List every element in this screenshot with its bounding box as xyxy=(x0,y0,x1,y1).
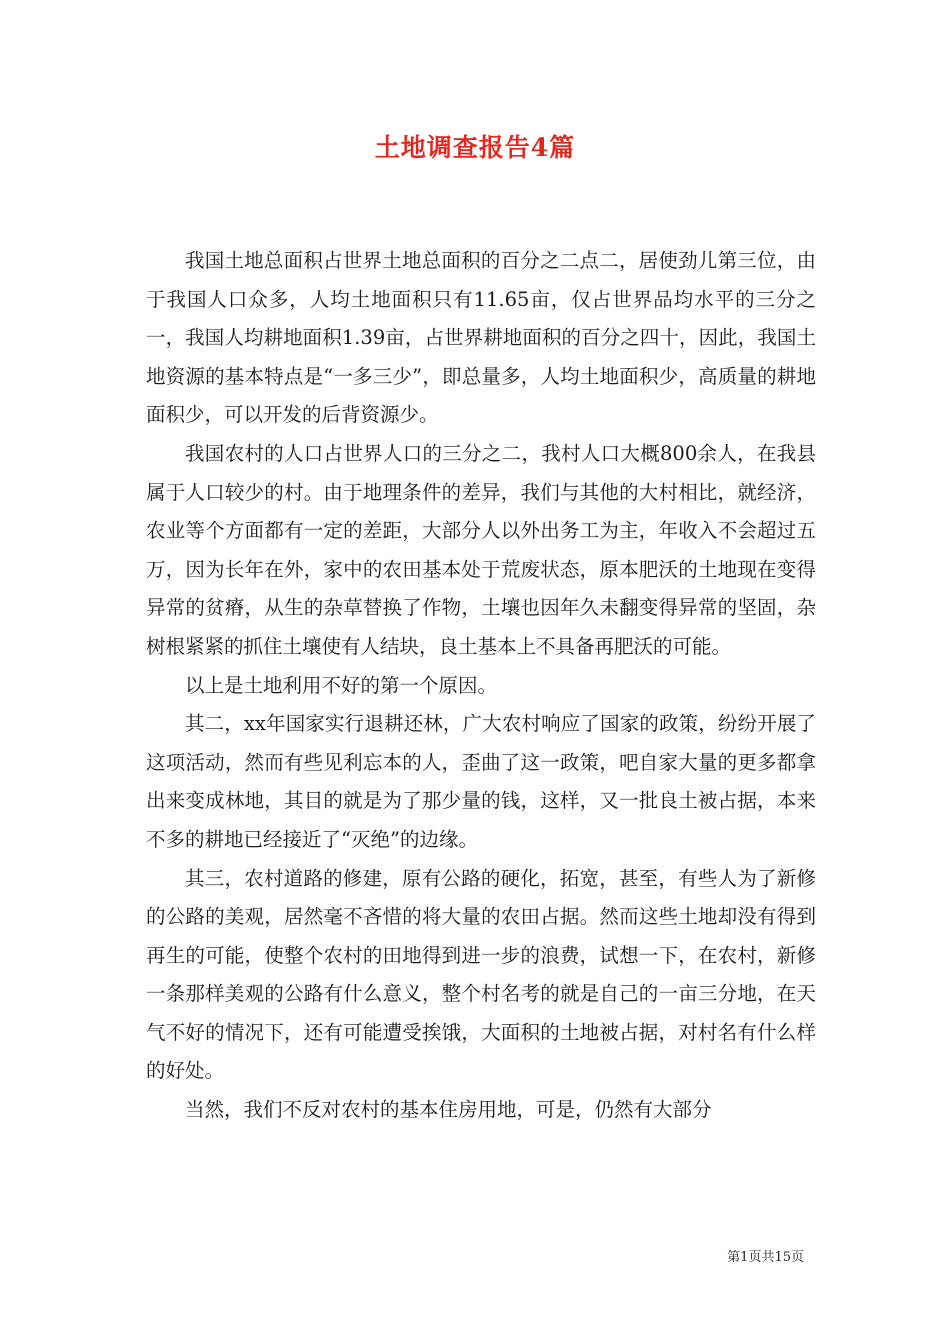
paragraph-6: 当然，我们不反对农村的基本住房用地，可是，仍然有大部分 xyxy=(185,1098,712,1122)
paragraph-4: 其二，xx年国家实行退耕还林，广大农村响应了国家的政策，纷纷开展了这项活动，然而有些见利忘本的人，歪曲了这一政策，吧自家大量的更多都拿出来变成林地，其目的就是为了那少量的钱，这样，又一批良土被占据，本来不多的耕地已经接近了“灭绝”的边缘。 xyxy=(146,712,816,851)
document-title: 土地调查报告4篇 xyxy=(374,133,576,162)
paragraph-1: 我国土地总面积占世界土地总面积的百分之二点二，居使劲儿第三位，由于我国人口众多，人均土地面积只有11.65亩，仅占世界品均水平的三分之一，我国人均耕地面积1.39亩，占世界耕地面积的百分之四十，因此，我国土地资源的基本特点是“一多三少”，即总量多，人均土地面积少，高质量的耕地面积少，可以开发的后背资源少。 xyxy=(146,249,816,427)
paragraph-2: 我国农村的人口占世界人口的三分之二，我村人口大概800余人，在我县属于人口较少的村。由于地理条件的差异，我们与其他的大村相比，就经济，农业等个方面都有一定的差距，大部分人以外出务工为主，年收入不会超过五万，因为长年在外，家中的农田基本处于荒废状态，原本肥沃的土地现在变得异常的贫瘠，从生的杂草替换了作物，土壤也因年久未翻变得异常的坚固，杂树根紧紧的抓住土壤使有人结块，良土基本上不具备再肥沃的可能。 xyxy=(146,441,816,658)
paragraph-3: 以上是土地利用不好的第一个原因。 xyxy=(185,673,498,697)
page-number-footer: 第1页共15页 xyxy=(727,1250,804,1265)
document-body xyxy=(146,242,816,1130)
paragraph-5: 其三，农村道路的修建，原有公路的硬化，拓宽，甚至，有些人为了新修的公路的美观，居然毫不吝惜的将大量的农田占据。然而这些土地却没有得到再生的可能，使整个农村的田地得到进一步的浪费，试想一下，在农村，新修一条那样美观的公路有什么意义，整个村名考的就是自己的一亩三分地，在天气不好的情况下，还有可能遭受挨饿，大面积的土地被占据，对村名有什么样的好处。 xyxy=(146,866,816,1083)
